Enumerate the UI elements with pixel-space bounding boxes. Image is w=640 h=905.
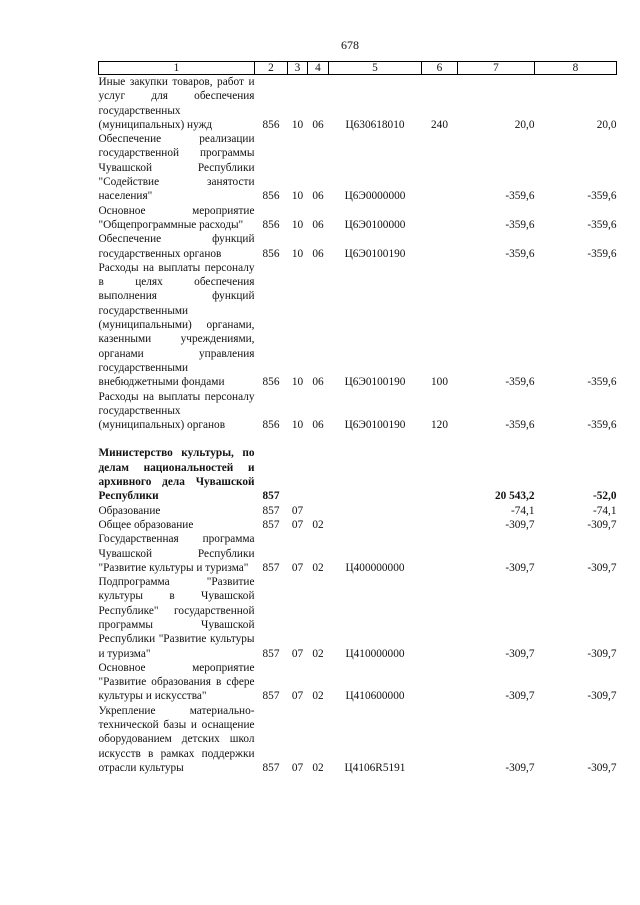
amount-col-7: -309,7 [505,647,535,660]
subsection-code: 02 [312,690,324,703]
section-code: 07 [291,690,304,703]
amount-col-8: -359,6 [587,247,617,260]
amount-col-8: 20,0 [596,118,617,131]
section-code: 07 [291,761,304,774]
subsection-code [308,446,329,503]
expense-type-code: 240 [431,118,448,131]
expense-type-code [422,232,458,261]
table-row [99,532,617,575]
column-header: 7 [458,62,535,75]
table-spacer [99,432,617,446]
ministry-code: 856 [262,247,280,260]
row-name: Подпрограмма "Развитие культуры в Чувашской Республике" государственной программы Чувашской Республики "Развитие культуры и туризма" [98,576,255,660]
target-article-code [329,518,422,532]
table-header-row [99,62,617,75]
target-article-code [329,504,422,518]
subsection-code: 02 [312,561,324,574]
amount-col-7: -309,7 [505,518,535,531]
row-name: Расходы на выплаты персоналу в целях обеспечения выполнения функций государственными (муниципальными) органами, казенными учреждениями, органами управления государственными внебюджетными фондами [98,261,255,389]
amount-col-8: -359,6 [587,419,617,432]
amount-col-7: 20 543,2 [494,490,535,503]
amount-col-7: -309,7 [505,561,535,574]
row-name: Обеспечение функций государственных органов [98,233,255,260]
row-name: Образование [98,504,161,517]
table-row [99,390,617,433]
expense-type-code: 100 [431,376,448,389]
target-article-code: Ц410600000 [345,690,405,703]
target-article-code: Ц6Э0100190 [344,419,406,432]
target-article-code [329,446,422,503]
row-name: Основное мероприятие "Развитие образования в сфере культуры и искусства" [98,661,255,703]
page-number: 678 [341,38,359,52]
target-article-code: Ц4106R5191 [344,761,406,774]
row-name: Государственная программа Чувашской Республики "Развитие культуры и туризма" [98,533,255,574]
target-article-code: Ц6Э0100190 [344,247,406,260]
expense-type-code [422,518,458,532]
ministry-code: 857 [262,647,280,660]
table-row [99,518,617,532]
amount-col-7: -359,6 [505,247,535,260]
row-name: Общее образование [98,518,194,531]
expense-type-code [422,446,458,503]
expense-type-code [422,132,458,203]
expense-type-code [422,575,458,661]
column-header: 3 [288,62,308,75]
expense-type-code [422,704,458,775]
ministry-code: 857 [262,518,280,531]
amount-col-7: -309,7 [505,761,535,774]
row-name: Министерство культуры, по делам национальностей и архивного дела Чувашской Республики [98,447,255,503]
amount-col-8: -309,7 [587,761,617,774]
amount-col-7: -359,6 [505,190,535,203]
section-code: 07 [291,504,304,517]
ministry-code: 857 [262,561,280,574]
section-code: 10 [291,247,304,260]
table-row [99,261,617,390]
amount-col-7: -74,1 [510,504,535,517]
amount-col-7: -359,6 [505,218,535,231]
subsection-code: 06 [312,376,324,389]
ministry-code: 856 [262,190,280,203]
ministry-code: 857 [262,504,280,517]
section-code: 10 [291,218,304,231]
section-code: 07 [291,561,304,574]
amount-col-8: -74,1 [592,504,617,517]
subsection-code: 06 [312,218,324,231]
ministry-code: 856 [262,419,280,432]
subsection-code: 06 [312,118,324,131]
table-row [99,504,617,518]
expense-type-code [422,504,458,518]
amount-col-8: -359,6 [587,376,617,389]
expense-type-code [422,532,458,575]
target-article-code: Ц6Э0000000 [344,190,406,203]
expense-type-code: 120 [431,419,448,432]
column-header: 1 [99,62,255,75]
budget-table [98,61,617,775]
ministry-code: 857 [262,761,280,774]
target-article-code: Ц630618010 [345,118,405,131]
section-code: 10 [291,376,304,389]
section-code: 07 [291,647,304,660]
subsection-code: 02 [312,518,324,531]
section-code: 07 [291,518,304,531]
section-code: 10 [291,118,304,131]
table-row [99,75,617,133]
column-header: 8 [535,62,617,75]
table-row [99,204,617,233]
target-article-code: Ц6Э0100000 [344,218,406,231]
ministry-code: 856 [262,376,280,389]
ministry-code: 856 [262,118,280,131]
subsection-code: 06 [312,419,324,432]
table-row [99,661,617,704]
section-code: 10 [291,190,304,203]
ministry-code: 857 [262,690,280,703]
target-article-code: Ц410000000 [345,647,405,660]
amount-col-8: -52,0 [592,490,617,503]
amount-col-8: -359,6 [587,190,617,203]
amount-col-7: -359,6 [505,376,535,389]
amount-col-8: -309,7 [587,690,617,703]
table-row [99,575,617,661]
column-header: 4 [308,62,329,75]
amount-col-7: 20,0 [514,118,535,131]
amount-col-8: -359,6 [587,218,617,231]
amount-col-7: -309,7 [505,690,535,703]
amount-col-8: -309,7 [587,647,617,660]
section-code: 10 [291,419,304,432]
expense-type-code [422,204,458,233]
target-article-code: Ц400000000 [345,561,405,574]
subsection-code: 02 [312,761,324,774]
subsection-code: 06 [312,190,324,203]
table-row [99,232,617,261]
target-article-code: Ц6Э0100190 [344,376,406,389]
section-code [288,446,308,503]
table-row [99,704,617,775]
row-name: Обеспечение реализации государственной программы Чувашской Республики "Содействие занятости населения" [98,133,255,203]
row-name: Основное мероприятие "Общепрограммные расходы" [98,204,255,231]
row-name: Иные закупки товаров, работ и услуг для обеспечения государственных (муниципальных) нужд [98,76,255,131]
column-header: 2 [255,62,288,75]
table-row [99,132,617,203]
expense-type-code [422,661,458,704]
amount-col-7: -359,6 [505,419,535,432]
subsection-code [308,504,329,518]
row-name: Укрепление материально-технической базы и оснащение оборудованием детских школ искусств в рамках поддержки отрасли культуры [98,704,255,774]
ministry-code: 857 [262,490,280,503]
subsection-code: 06 [312,247,324,260]
column-header: 6 [422,62,458,75]
amount-col-8: -309,7 [587,518,617,531]
table-row [99,446,617,503]
row-name: Расходы на выплаты персоналу государственных (муниципальных) органов [98,390,255,432]
subsection-code: 02 [312,647,324,660]
amount-col-8: -309,7 [587,561,617,574]
ministry-code: 856 [262,218,280,231]
column-header: 5 [329,62,422,75]
